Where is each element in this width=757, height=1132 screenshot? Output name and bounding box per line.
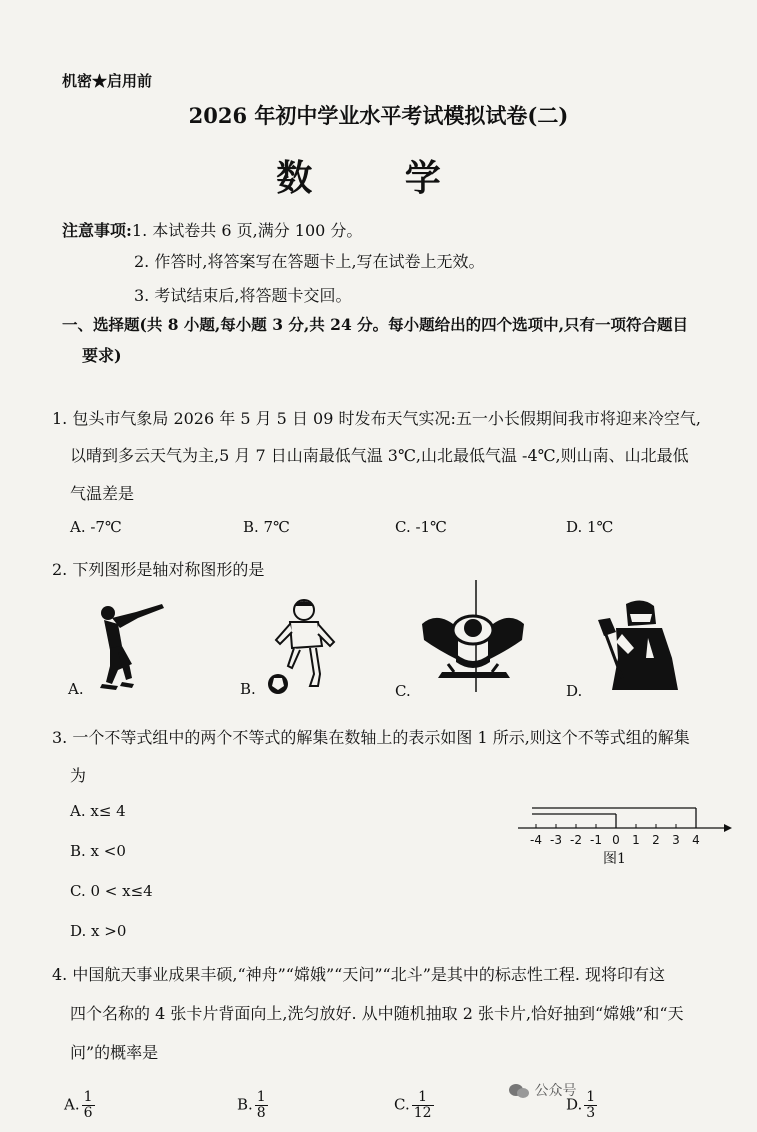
axis-tick-label: -1 xyxy=(590,833,602,847)
secret-tag: 机密★启用前 xyxy=(62,72,153,90)
q3-line-2: 为 xyxy=(70,766,87,785)
q3-option-a: A. x≤ 4 xyxy=(70,802,126,820)
exam-title: 2026 年初中学业水平考试模拟试卷(二) xyxy=(188,103,569,128)
skier-figure xyxy=(592,598,682,694)
axis-tick-label: -2 xyxy=(570,833,582,847)
axis-arrow xyxy=(724,824,732,832)
chat-icon xyxy=(508,1083,530,1099)
axis-tick-label: 4 xyxy=(692,833,700,847)
q4-option-b-fraction xyxy=(255,1090,268,1121)
notes-line-1 xyxy=(62,218,362,241)
section-heading-cont: 要求) xyxy=(82,346,122,365)
luge-figure xyxy=(418,580,528,692)
q2-option-c: C. xyxy=(395,682,411,700)
subject-title: 数 学 xyxy=(276,157,481,199)
q1-option-b: B. 7℃ xyxy=(243,518,290,536)
fraction-numerator: 1 xyxy=(256,1089,266,1105)
q2-option-a: A. xyxy=(68,680,84,698)
q2-option-b: B. xyxy=(240,680,256,698)
watermark xyxy=(508,1080,576,1100)
q4-option-d-fraction xyxy=(584,1090,597,1121)
notes-item-1: 1. 本试卷共 6 页,满分 100 分。 xyxy=(131,221,363,240)
skater-figure xyxy=(88,598,168,698)
q2-stem: 2. 下列图形是轴对称图形的是 xyxy=(52,560,265,579)
figure-caption: 图1 xyxy=(603,851,626,867)
q4-option-d-label: D. xyxy=(566,1095,583,1114)
q4-option-c xyxy=(394,1090,434,1121)
q4-line-2: 四个名称的 4 张卡片背面向上,洗匀放好. 从中随机抽取 2 张卡片,恰好抽到“嫦娥”和“天 xyxy=(70,1004,684,1023)
watermark-text: 公众号 xyxy=(534,1083,577,1099)
q3-option-d: D. x >0 xyxy=(70,922,127,940)
q4-option-a-fraction xyxy=(82,1090,95,1121)
axis-tick-label: 0 xyxy=(612,833,620,847)
fraction-numerator: 1 xyxy=(412,1090,434,1106)
q1-option-a: A. -7℃ xyxy=(70,518,122,536)
axis-tick-label: -3 xyxy=(550,833,562,847)
q4-line-3: 问”的概率是 xyxy=(70,1043,159,1062)
q4-option-b-label: B. xyxy=(237,1095,253,1114)
notes-item-3: 3. 考试结束后,将答题卡交回。 xyxy=(134,286,352,305)
fraction-denominator: 12 xyxy=(413,1105,432,1121)
footballer-figure xyxy=(262,596,342,696)
q2-option-d: D. xyxy=(566,682,583,700)
axis-tick-label: 1 xyxy=(632,833,640,847)
fraction-denominator: 6 xyxy=(83,1105,93,1121)
q3-line-1: 3. 一个不等式组中的两个不等式的解集在数轴上的表示如图 1 所示,则这个不等式组的解集 xyxy=(52,728,690,747)
q1-line-3: 气温差是 xyxy=(70,484,135,503)
axis-tick-label: -4 xyxy=(530,833,542,847)
axis-tick-label: 2 xyxy=(652,833,660,847)
q4-option-c-label: C. xyxy=(394,1095,410,1114)
q1-option-d: D. 1℃ xyxy=(566,518,614,536)
q1-line-2: 以晴到多云天气为主,5 月 7 日山南最低气温 3℃,山北最低气温 -4℃,则山南、山北最低 xyxy=(70,446,689,465)
fraction-denominator: 8 xyxy=(256,1105,266,1121)
q4-option-b xyxy=(237,1090,268,1121)
q4-option-c-fraction xyxy=(412,1090,434,1121)
q4-option-a xyxy=(64,1090,95,1121)
q4-line-1: 4. 中国航天事业成果丰硕,“神舟”“嫦娥”“天问”“北斗”是其中的标志性工程. 现将印有这 xyxy=(52,965,666,984)
fraction-numerator: 1 xyxy=(83,1089,93,1105)
notes-item-2: 2. 作答时,将答案写在答题卡上,写在试卷上无效。 xyxy=(134,252,485,271)
notes-label: 注意事项: xyxy=(62,221,132,240)
q4-option-a-label: A. xyxy=(64,1095,80,1114)
q1-line-1: 1. 包头市气象局 2026 年 5 月 5 日 09 时发布天气实况:五一小长假期间我市将迎来冷空气, xyxy=(52,409,701,428)
q3-option-c: C. 0 < x≤4 xyxy=(70,882,153,900)
q3-option-b: B. x <0 xyxy=(70,842,126,860)
fraction-numerator: 1 xyxy=(586,1089,596,1105)
fraction-denominator: 3 xyxy=(586,1105,596,1121)
q1-option-c: C. -1℃ xyxy=(395,518,447,536)
section-heading: 一、选择题(共 8 小题,每小题 3 分,共 24 分。每小题给出的四个选项中,只有一项符合题目 xyxy=(62,315,689,334)
axis-tick-label: 3 xyxy=(672,833,680,847)
